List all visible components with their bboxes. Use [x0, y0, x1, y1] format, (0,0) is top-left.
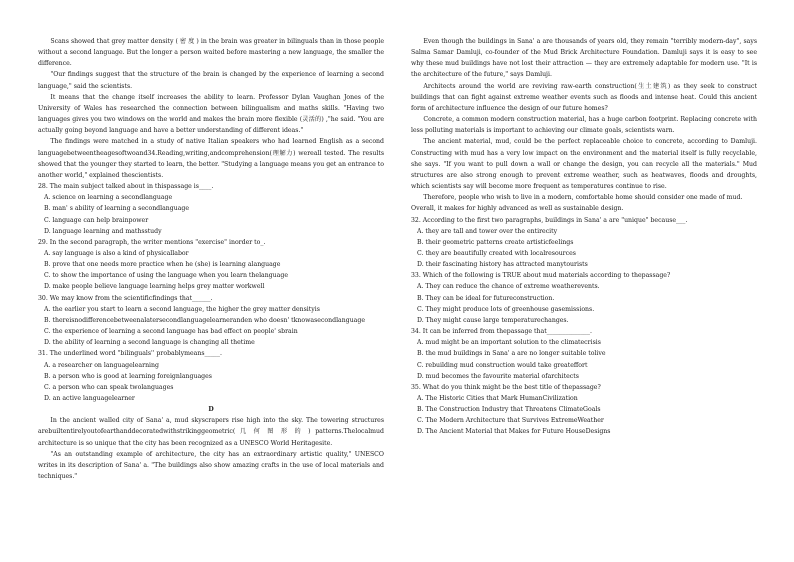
passage-paragraph: The findings were matched in a study of native Italian speakers who had learned English as a second languagebetweentheagesoftwoand34.Reading,writing,andcomprehension(理解力) wereall tested. The results showed that the younger they started to learn, the better. "Studying a language means you get an entrance to another world," explained thescientists.: [38, 138, 384, 179]
question-33-option-c: C. They might produce lots of greenhouse gasemissions.: [417, 305, 595, 313]
question-34-stem: 34. It can be inferred from thepassage that______________.: [411, 328, 592, 336]
question-33-option-d: D. They might cause large temperaturechanges.: [417, 316, 569, 324]
passage-paragraph: In the ancient walled city of Sana' a, mud skyscrapers rise high into the sky. The towering structures arebuiltentirelyoutofearthanddecoratedwithstrikinggeometric( 几 何 图 形 的 ) patterns.Thelocalmud architecture is so unique that the city has been recognized as a UNESCO World Heritagesite.: [38, 417, 384, 447]
question-29-option-a: A. say language is also a kind of physicallabor: [44, 249, 189, 257]
question-35-option-c: C. The Modern Architecture that Survives ExtremeWeather: [417, 417, 604, 425]
question-33-stem: 33. Which of the following is TRUE about mud materials according to thepassage?: [411, 272, 671, 280]
question-29-option-b: B. prove that one needs more practice when he (she) is learning alanguage: [44, 261, 281, 269]
passage-paragraph: Even though the buildings in Sana' a are thousands of years old, they remain "terribly modern-day", says Salma Samar Damluji, co-founder of the Mud Brick Architecture Foundation. Damluji says it is easy to see why these mud buildings have not lost their attraction — they are extremely adaptable for modern use. "It is the architecture of the future," says Damluji.: [411, 38, 757, 79]
question-34-option-b: B. the mud buildings in Sana' a are no longer suitable tolive: [417, 350, 606, 358]
question-35-option-b: B. The Construction Industry that Threatens ClimateGoals: [417, 406, 601, 414]
passage-paragraph: Therefore, people who wish to live in a modern, comfortable home should consider one made of mud.: [423, 194, 743, 202]
passage-paragraph: Concrete, a common modern construction material, has a huge carbon footprint. Replacing concrete with less polluting materials is important to achieving our climate goals, scientists warn.: [411, 116, 757, 135]
question-28-option-d: D. language learning and mathsstudy: [44, 227, 162, 235]
passage-paragraph: Architects around the world are reviving raw-earth construction(生土建筑) as they seek to construct buildings that can fight against extreme weather events such as floods and intense heat. Could this ancient form of architecture influence the design of our future homes?: [411, 82, 757, 112]
question-29-option-d: D. make people believe language learning helps grey matter workwell: [44, 283, 265, 291]
left-column: [38, 36, 384, 482]
right-column: [411, 36, 757, 438]
question-30-option-a: A. the earlier you start to learn a second language, the higher the grey matter densityis: [44, 305, 320, 313]
question-35-option-a: A. The Historic Cities that Mark HumanCivilization: [417, 395, 578, 402]
passage-paragraph: "Our findings suggest that the structure of the brain is changed by the experience of learning a second language," said the scientists.: [38, 71, 384, 90]
question-29-option-c: C. to show the importance of using the language when you learn thelanguage: [44, 272, 288, 280]
section-heading: D: [208, 406, 214, 414]
question-35-stem: 35. What do you think might be the best title of thepassage?: [411, 383, 601, 391]
question-32-option-d: D. their fascinating history has attracted manytourists: [417, 261, 588, 269]
question-31-stem: 31. The underlined word "bilinguals'' probablymeans_____.: [38, 350, 222, 358]
question-34-option-a: A. mud might be an important solution to the climatecrisis: [417, 339, 601, 347]
question-33-option-a: A. They can reduce the chance of extreme weatherevents.: [417, 283, 600, 291]
question-31-option-a: A. a researcher on languagelearning: [44, 361, 159, 369]
passage-paragraph: "As an outstanding example of architecture, the city has an extraordinary artistic quality," UNESCO writes in its description of Sana' a. "The buildings also show amazing crafts in the use of local materials and techniques.": [38, 450, 384, 481]
question-32-stem: 32. According to the first two paragraphs, buildings in Sana' a are "unique" because___.: [411, 216, 688, 224]
question-31-option-b: B. a person who is good at learning foreignlanguages: [44, 372, 212, 380]
question-32-option-c: C. they are beautifully created with localresources: [417, 249, 576, 257]
question-29-stem: 29. In the second paragraph, the writer mentions "exercise" inorder to_.: [38, 238, 266, 246]
question-28-option-c: C. language can help brainpower: [44, 216, 149, 224]
question-32-option-a: A. they are tall and tower over the entirecity: [417, 227, 558, 235]
question-28-stem: 28. The main subject talked about in thispassage is____.: [38, 183, 214, 191]
question-28-option-a: A. science on learning a secondlanguage: [44, 194, 173, 202]
question-34-option-c: C. rebuilding mud construction would take greateffort: [417, 361, 588, 369]
passage-paragraph: It means that the change itself increases the ability to learn. Professor Dylan Vaughan Jones of the University of Wales has researched the connection between bilingualism and maths skills. "Having two languages gives you two windows on the world and makes the brain more flexible (灵活的) ,"he said. "You are actually going beyond language and have a better understanding of different ideas.": [38, 93, 384, 135]
question-28-option-b: B. man' s ability of learning a secondlanguage: [44, 205, 190, 213]
passage-paragraph: The ancient material, mud, could be the perfect replaceable choice to concrete, according to Damluji. Constructing with mud has a very low impact on the environment and the material itself is fully recyclable, she says. "If you want to pull down a wall or change the design, you can recycle all the materials." Mud structures are also strong enough to prevent extreme weather, such as heatwaves, floods and droughts, which scientists say will become more frequent as temperatures continue to rise.: [411, 138, 757, 191]
question-31-option-c: C. a person who can speak twolanguages: [44, 383, 174, 391]
question-30-option-c: C. the experience of learning a second language has bad effect on people' sbrain: [44, 328, 298, 336]
question-30-option-b: B. thereisnodifferencebetweenalatersecondlanguagelearneranden who doesn' tknowasecondlanguage: [44, 316, 365, 324]
question-32-option-b: B. their geometric patterns create artisticfeelings: [417, 238, 574, 246]
question-30-stem: 30. We may know from the scientificfindings that______.: [38, 294, 213, 302]
passage-paragraph: Scans showed that grey matter density ( 密 度 ) in the brain was greater in bilinguals than in those people without a second language. But the longer a person waited before mastering a new language, the smaller the difference.: [38, 38, 384, 68]
question-34-option-d: D. mud becomes the favourite material ofarchitects: [417, 372, 579, 380]
question-35-option-d: D. The Ancient Material that Makes for Future HouseDesigns: [417, 428, 611, 436]
question-31-option-d: D. an active languagelearner: [44, 395, 135, 402]
passage-paragraph: Overall, it makes for highly advanced as well as sustainable design.: [411, 205, 624, 213]
question-33-option-b: B. They can be ideal for futureconstruction.: [417, 294, 555, 302]
question-30-option-d: D. the ability of learning a second language is changing all thetime: [44, 339, 255, 347]
